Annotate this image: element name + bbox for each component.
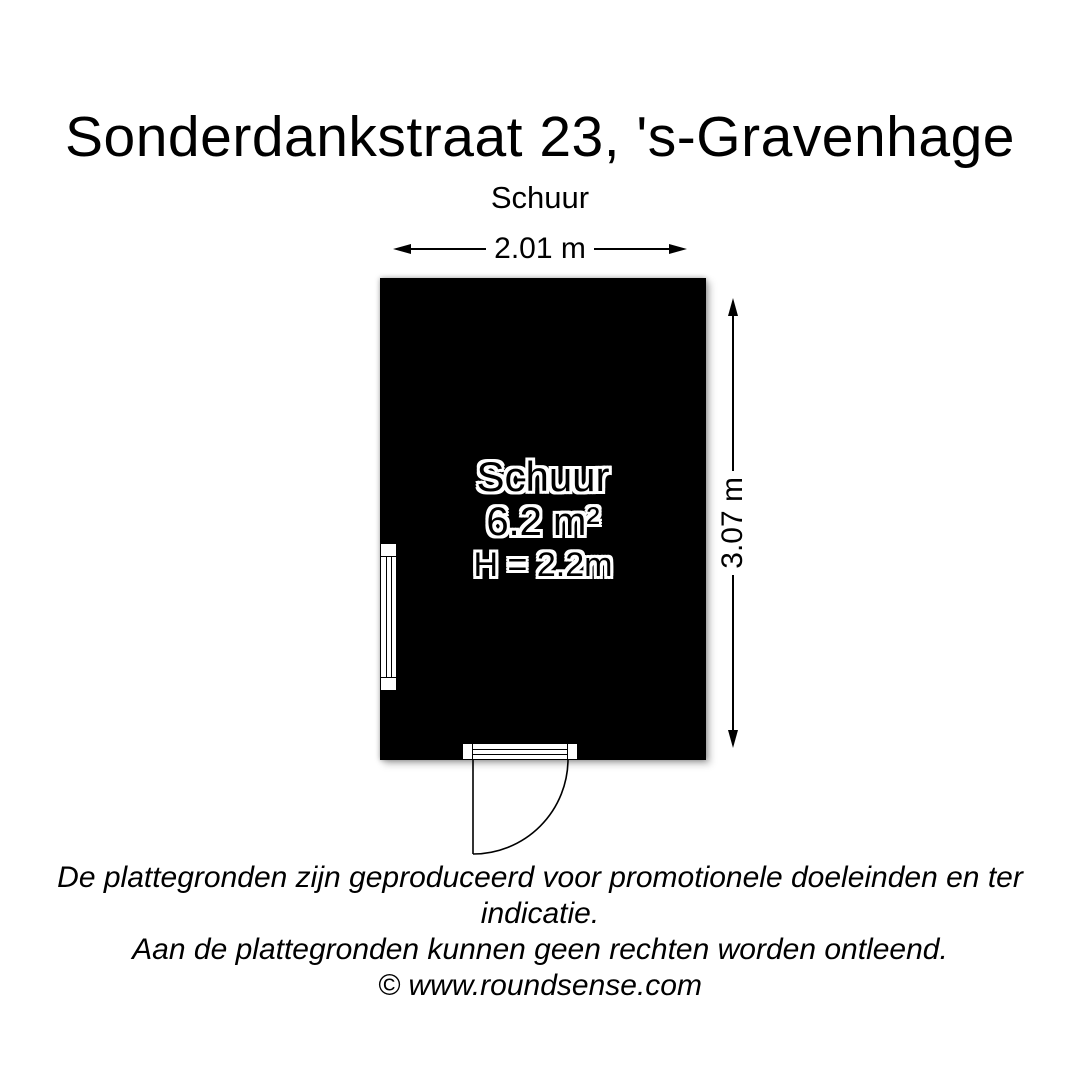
window-icon	[380, 543, 397, 691]
dimension-line	[411, 248, 486, 250]
disclaimer-line: Aan de plattegronden kunnen geen rechten worden ontleend.	[132, 933, 948, 966]
room-floor	[397, 295, 689, 743]
window-glazing-line	[386, 557, 392, 677]
width-dimension	[393, 234, 687, 264]
width-dimension-label: 2.01 m	[494, 232, 586, 265]
credit-line: © www.roundsense.com	[378, 969, 702, 1002]
arrow-up-icon	[728, 298, 738, 316]
door-frame-line	[567, 744, 568, 759]
dimension-line	[732, 575, 734, 730]
building-outline	[380, 278, 706, 760]
door-opening	[462, 743, 578, 760]
dimension-line	[732, 316, 734, 471]
arrow-right-icon	[669, 244, 687, 254]
disclaimer-line: De plattegronden zijn geproduceerd voor promotionele doeleinden en ter indicatie.	[57, 861, 1023, 930]
window-frame-line	[381, 677, 396, 678]
room-area: 6.2 m²	[486, 499, 600, 544]
room-ceiling-height: H = 2.2m	[473, 545, 613, 584]
door-sill-line	[473, 749, 567, 755]
room-name: Schuur	[476, 452, 610, 500]
page-subtitle: Schuur	[490, 180, 590, 215]
height-dimension	[718, 298, 748, 748]
arrow-left-icon	[393, 244, 411, 254]
room-label	[474, 453, 613, 586]
footer	[0, 860, 1080, 1004]
page-title: Sonderdankstraat 23, 's-Gravenhage	[65, 105, 1015, 169]
door-swing-icon	[462, 759, 580, 859]
arrow-down-icon	[728, 730, 738, 748]
dimension-line	[594, 248, 669, 250]
height-dimension-label: 3.07 m	[716, 477, 749, 569]
